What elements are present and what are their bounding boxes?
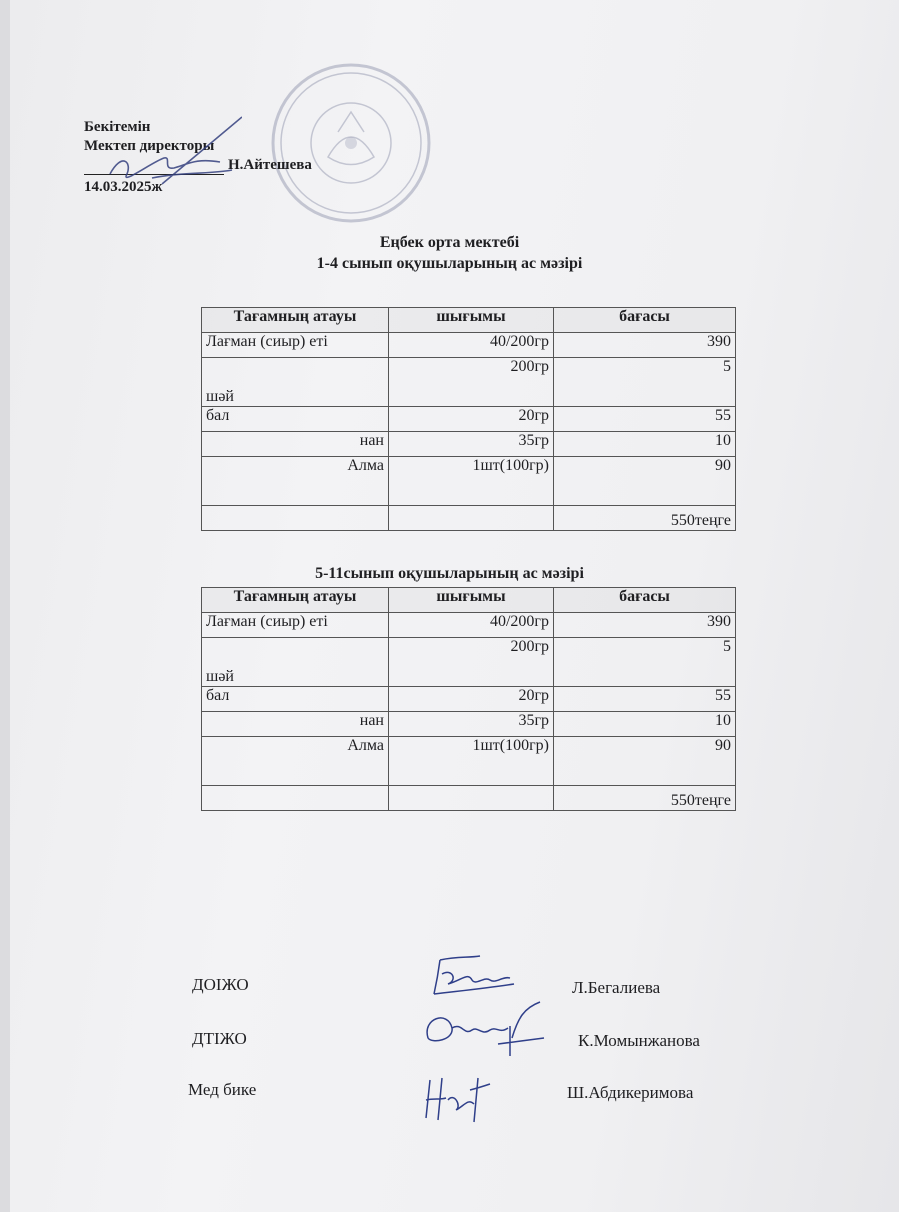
header-portion: шығымы — [389, 308, 554, 333]
signer-role: ДОІЖО — [192, 975, 249, 994]
signer-name: К.Момынжанова — [578, 1031, 700, 1050]
total-value: 550теңге — [554, 506, 736, 531]
dish-price: 55 — [554, 687, 736, 712]
dish-portion: 40/200гр — [389, 333, 554, 358]
signer-role: Мед бике — [188, 1080, 257, 1099]
dish-price: 5 — [554, 358, 736, 407]
dish-portion: 200гр — [389, 358, 554, 407]
dish-price: 10 — [554, 712, 736, 737]
dish-price: 390 — [554, 613, 736, 638]
table-header-row — [202, 588, 736, 613]
table-row — [202, 432, 736, 457]
dish-portion: 35гр — [389, 432, 554, 457]
menu2-table — [201, 587, 736, 811]
dish-portion: 1шт(100гр) — [389, 737, 554, 786]
table-row — [202, 333, 736, 358]
dish-portion: 200гр — [389, 638, 554, 687]
director-name: Н.Айтешева — [228, 157, 312, 173]
signer-name: Л.Бегалиева — [572, 978, 661, 997]
total-row — [202, 786, 736, 811]
table-row — [202, 712, 736, 737]
dish-price: 10 — [554, 432, 736, 457]
dish-name: Алма — [202, 457, 389, 506]
header-portion: шығымы — [389, 588, 554, 613]
approval-heading: Бекітемін — [84, 119, 151, 135]
signature-begalieva — [428, 950, 518, 1000]
school-title: Еңбек орта мектебі — [379, 234, 520, 251]
table-row — [202, 638, 736, 687]
dish-name: бал — [202, 687, 389, 712]
dish-price: 90 — [554, 457, 736, 506]
table-row — [202, 358, 736, 407]
table-header-row — [202, 308, 736, 333]
table-row — [202, 737, 736, 786]
dish-name: шәй — [202, 358, 389, 407]
approval-date: 14.03.2025ж — [84, 179, 163, 195]
total-empty-cell — [202, 786, 389, 811]
dish-portion: 20гр — [389, 687, 554, 712]
total-row — [202, 506, 736, 531]
signature-momynzhanova — [418, 998, 548, 1060]
header-price: бағасы — [554, 308, 736, 333]
signer-role: ДТІЖО — [192, 1029, 247, 1048]
dish-name: Алма — [202, 737, 389, 786]
table-row — [202, 407, 736, 432]
dish-portion: 1шт(100гр) — [389, 457, 554, 506]
header-dish-name: Тағамның атауы — [202, 308, 389, 333]
signer-name: Ш.Абдикеримова — [567, 1083, 694, 1102]
dish-name: шәй — [202, 638, 389, 687]
dish-price: 390 — [554, 333, 736, 358]
menu1-table — [201, 307, 736, 531]
director-signature — [92, 112, 242, 192]
table-row — [202, 613, 736, 638]
header-price: бағасы — [554, 588, 736, 613]
total-empty-cell — [389, 786, 554, 811]
dish-price: 90 — [554, 737, 736, 786]
total-value: 550теңге — [554, 786, 736, 811]
dish-portion: 35гр — [389, 712, 554, 737]
dish-portion: 20гр — [389, 407, 554, 432]
dish-name: Лағман (сиыр) еті — [202, 333, 389, 358]
menu1-title: 1-4 сынып оқушыларының ас мәзірі — [316, 255, 583, 272]
table-row — [202, 687, 736, 712]
dish-name: нан — [202, 432, 389, 457]
signature-abdikerimova — [420, 1070, 492, 1126]
table-row — [202, 457, 736, 506]
total-empty-cell — [202, 506, 389, 531]
dish-name: нан — [202, 712, 389, 737]
dish-price: 5 — [554, 638, 736, 687]
dish-name: Лағман (сиыр) еті — [202, 613, 389, 638]
menu2-title: 5-11сынып оқушыларының ас мәзірі — [315, 565, 584, 582]
dish-name: бал — [202, 407, 389, 432]
header-dish-name: Тағамның атауы — [202, 588, 389, 613]
dish-price: 55 — [554, 407, 736, 432]
approval-position: Мектеп директоры — [84, 138, 215, 154]
total-empty-cell — [389, 506, 554, 531]
dish-portion: 40/200гр — [389, 613, 554, 638]
